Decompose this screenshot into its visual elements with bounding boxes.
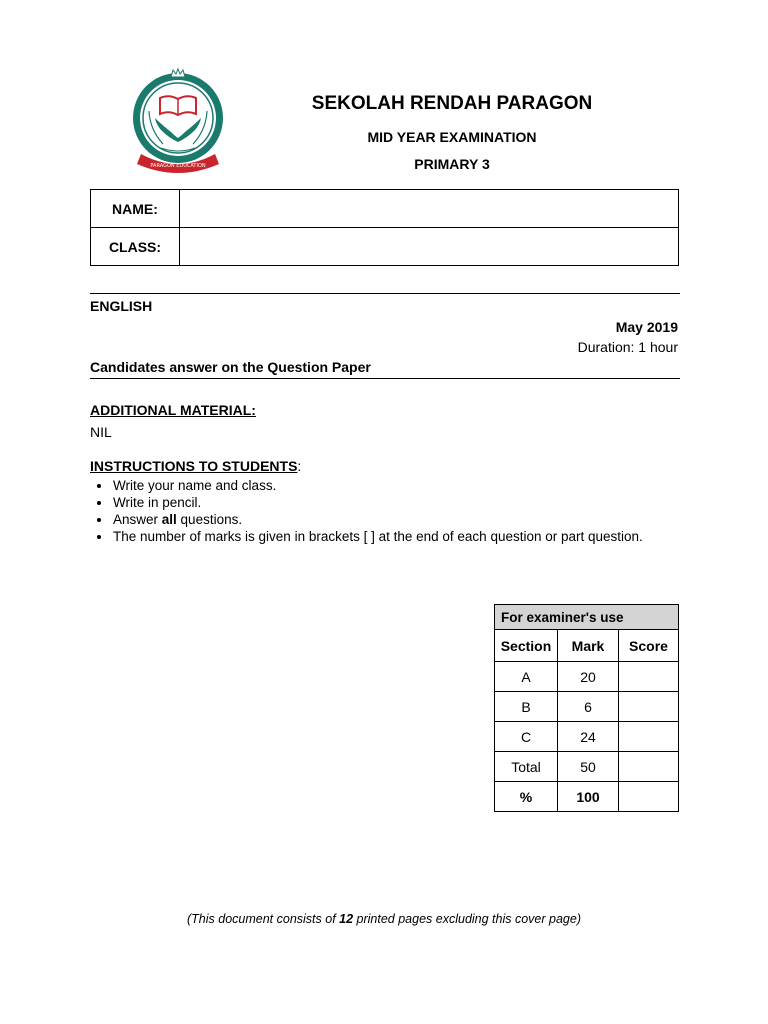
mark-cell: 100 xyxy=(558,782,619,812)
instruction-emphasis: all xyxy=(161,512,177,527)
table-row xyxy=(495,692,679,722)
section-cell: A xyxy=(495,662,558,692)
table-row xyxy=(495,782,679,812)
page-count-note: (This document consists of 12 printed pages excluding this cover page) xyxy=(187,912,581,926)
mark-cell: 24 xyxy=(558,722,619,752)
column-header-section: Section xyxy=(495,630,558,662)
school-name: SEKOLAH RENDAH PARAGON xyxy=(311,93,593,114)
section-cell: C xyxy=(495,722,558,752)
score-cell[interactable] xyxy=(619,782,679,812)
examiner-table-title: For examiner's use xyxy=(495,605,679,630)
class-row xyxy=(91,228,679,266)
column-header-mark: Mark xyxy=(558,630,619,662)
instructions-list xyxy=(90,477,643,545)
mark-cell: 6 xyxy=(558,692,619,722)
instruction-item: • Write in pencil. xyxy=(112,494,643,511)
exam-date: May 2019 xyxy=(615,319,678,335)
exam-duration: Duration: 1 hour xyxy=(577,339,678,355)
section-cell: Total xyxy=(495,752,558,782)
score-cell[interactable] xyxy=(619,692,679,722)
score-cell[interactable] xyxy=(619,662,679,692)
column-header-score: Score xyxy=(619,630,679,662)
instructions-heading xyxy=(90,458,301,474)
exam-title: MID YEAR EXAMINATION xyxy=(367,129,537,145)
table-row xyxy=(495,722,679,752)
candidates-note: Candidates answer on the Question Paper xyxy=(90,359,371,375)
instructions-heading-colon: : xyxy=(297,458,302,474)
mark-cell: 50 xyxy=(558,752,619,782)
name-label: NAME: xyxy=(91,190,180,228)
instruction-item: • Answer all questions. xyxy=(112,511,643,528)
logo-text: PARAGON EDUCATION xyxy=(150,163,206,169)
level-title: PRIMARY 3 xyxy=(414,156,490,172)
subject-title: ENGLISH xyxy=(90,298,153,314)
additional-material-heading: ADDITIONAL MATERIAL: xyxy=(90,402,256,418)
instruction-item: • The number of marks is given in brackets [ ] at the end of each question or part question. xyxy=(112,528,643,545)
name-row xyxy=(91,190,679,228)
page-count: 12 xyxy=(339,912,354,926)
score-cell[interactable] xyxy=(619,752,679,782)
additional-material-value: NIL xyxy=(90,424,112,440)
examiner-table-header xyxy=(495,630,679,662)
top-divider xyxy=(90,293,680,294)
mark-cell: 20 xyxy=(558,662,619,692)
section-cell: % xyxy=(495,782,558,812)
table-row xyxy=(495,752,679,782)
name-field[interactable] xyxy=(180,190,679,228)
table-row xyxy=(495,662,679,692)
instruction-item: • Write your name and class. xyxy=(112,477,643,494)
class-field[interactable] xyxy=(180,228,679,266)
bottom-divider xyxy=(90,378,680,379)
instructions-heading-text: INSTRUCTIONS TO STUDENTS xyxy=(90,458,298,474)
class-label: CLASS: xyxy=(91,228,180,266)
section-cell: B xyxy=(495,692,558,722)
score-cell[interactable] xyxy=(619,722,679,752)
examiner-table xyxy=(494,604,679,812)
student-info-table xyxy=(90,189,679,266)
